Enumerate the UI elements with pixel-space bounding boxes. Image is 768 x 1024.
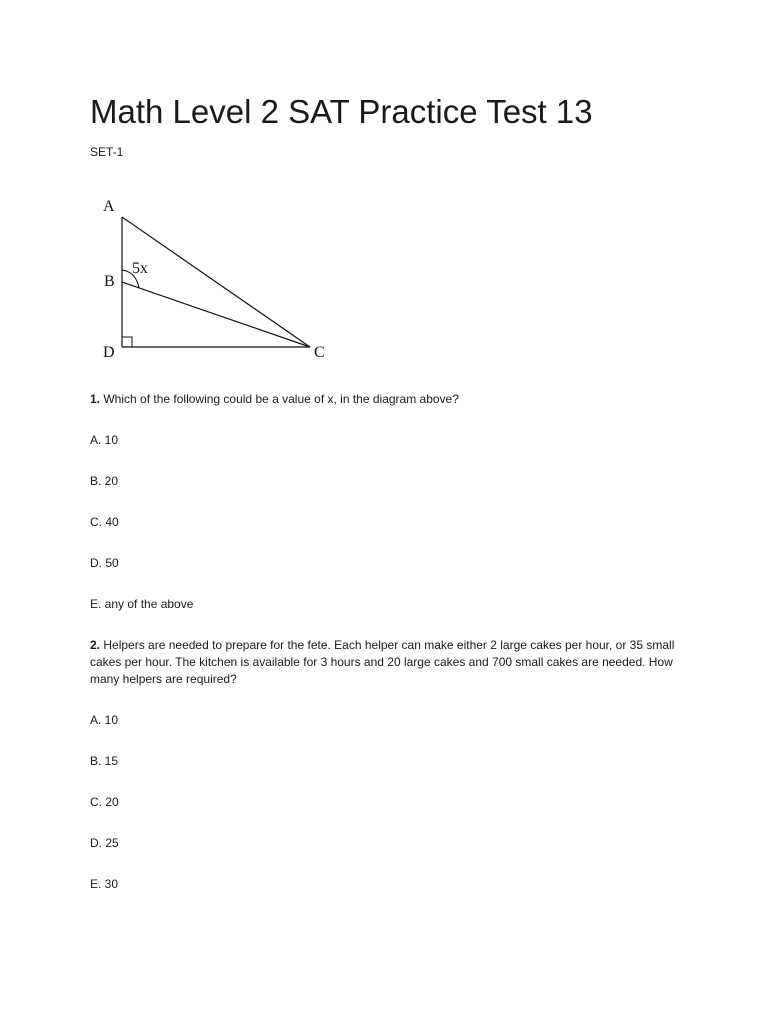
angle-label: 5x	[132, 260, 148, 277]
answer-choice: D. 50	[90, 556, 119, 570]
vertex-label-d: D	[103, 344, 115, 361]
answer-choice: B. 15	[90, 754, 119, 768]
answer-choice: B. 20	[90, 474, 119, 488]
answer-choice: A. 10	[90, 713, 119, 727]
question-text: Which of the following could be a value of x, in the diagram above?	[103, 392, 459, 406]
triangle-diagram	[90, 190, 340, 365]
right-angle-marker	[122, 337, 132, 347]
answer-choice: E. any of the above	[90, 597, 194, 611]
vertex-label-a: A	[103, 198, 115, 215]
segment-ac	[122, 217, 310, 347]
question-1	[90, 391, 680, 408]
question-number: 1.	[90, 392, 101, 406]
vertex-label-b: B	[104, 273, 115, 290]
answer-choice: E. 30	[90, 877, 119, 891]
question-2	[90, 637, 680, 688]
segment-bc	[122, 282, 310, 347]
answer-choice: A. 10	[90, 433, 119, 447]
answer-choice: C. 40	[90, 515, 119, 529]
question-number: 2.	[90, 638, 101, 652]
answer-choice: D. 25	[90, 836, 119, 850]
page-title: Math Level 2 SAT Practice Test 13	[90, 93, 593, 130]
question-text: Helpers are needed to prepare for the fete. Each helper can make either 2 large cakes per hour, or 35 small cakes per hour. The kitchen is available for 3 hours and 20 large cakes and 700 small cakes are needed. How many helpers are required?	[90, 638, 675, 686]
vertex-label-c: C	[314, 344, 325, 361]
answer-choice: C. 20	[90, 795, 119, 809]
set-label: SET-1	[90, 145, 124, 159]
